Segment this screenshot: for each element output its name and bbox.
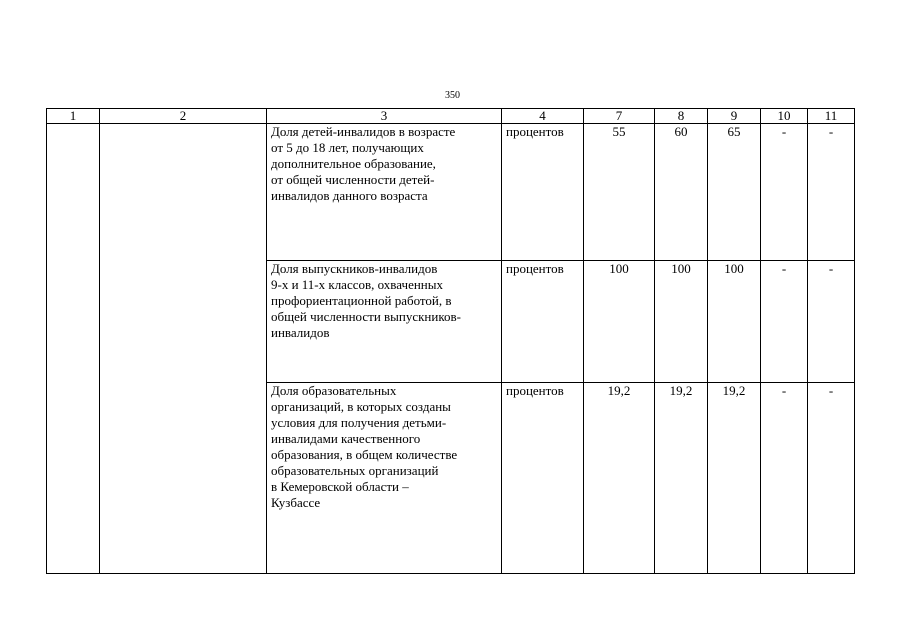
value-10: - [781, 124, 787, 139]
value-cell-8 [655, 383, 708, 574]
indicator-cell [267, 383, 502, 574]
value-7: 19,2 [607, 383, 631, 398]
value-cell-9 [708, 261, 761, 383]
value-cell-11 [808, 261, 855, 383]
indicator-cell [267, 124, 502, 261]
value-9: 19,2 [722, 383, 746, 398]
header-cell-8: 8 [655, 109, 708, 124]
unit-text: процентов [506, 261, 564, 276]
value-9: 65 [727, 124, 741, 139]
value-8: 60 [674, 124, 688, 139]
value-8: 19,2 [669, 383, 693, 398]
unit-cell [502, 124, 584, 261]
value-cell-10 [761, 383, 808, 574]
unit-cell [502, 261, 584, 383]
value-cell-9 [708, 383, 761, 574]
header-cell-10: 10 [761, 109, 808, 124]
value-cell-8 [655, 124, 708, 261]
value-cell-11 [808, 124, 855, 261]
value-cell-7 [584, 383, 655, 574]
value-10: - [781, 261, 787, 276]
header-cell-11: 11 [808, 109, 855, 124]
value-cell-9 [708, 124, 761, 261]
column-1-cell [47, 124, 100, 574]
header-cell-1: 1 [47, 109, 100, 124]
value-cell-7 [584, 124, 655, 261]
header-cell-3: 3 [267, 109, 502, 124]
indicator-text: Доля детей-инвалидов в возрасте от 5 до 18 лет, получающих дополнительное образование, от общей численности детей- инвалидов данного возраста [271, 124, 456, 203]
data-table [46, 108, 855, 574]
header-row [47, 109, 855, 124]
header-cell-4: 4 [502, 109, 584, 124]
value-cell-8 [655, 261, 708, 383]
value-cell-10 [761, 261, 808, 383]
header-cell-2: 2 [100, 109, 267, 124]
value-cell-7 [584, 261, 655, 383]
header-cell-7: 7 [584, 109, 655, 124]
value-7: 100 [609, 261, 629, 276]
value-9: 100 [724, 261, 744, 276]
value-8: 100 [671, 261, 691, 276]
value-cell-11 [808, 383, 855, 574]
value-10: - [781, 383, 787, 398]
header-cell-9: 9 [708, 109, 761, 124]
indicator-cell [267, 261, 502, 383]
indicator-text: Доля образовательных организаций, в которых созданы условия для получения детьми- инвалидами качественного образования, в общем количестве образовательных организаций в Кемеровской области – Кузбассе [271, 383, 458, 510]
value-11: - [828, 261, 834, 276]
value-cell-10 [761, 124, 808, 261]
unit-cell [502, 383, 584, 574]
value-7: 55 [612, 124, 626, 139]
column-2-cell [100, 124, 267, 574]
unit-text: процентов [506, 124, 564, 139]
unit-text: процентов [506, 383, 564, 398]
value-11: - [828, 383, 834, 398]
indicator-text: Доля выпускников-инвалидов 9-х и 11-х классов, охваченных профориентационной работой, в общей численности выпускников- инвалидов [271, 261, 461, 340]
value-11: - [828, 124, 834, 139]
page-number: 350 [445, 90, 460, 101]
table-row [47, 124, 855, 261]
